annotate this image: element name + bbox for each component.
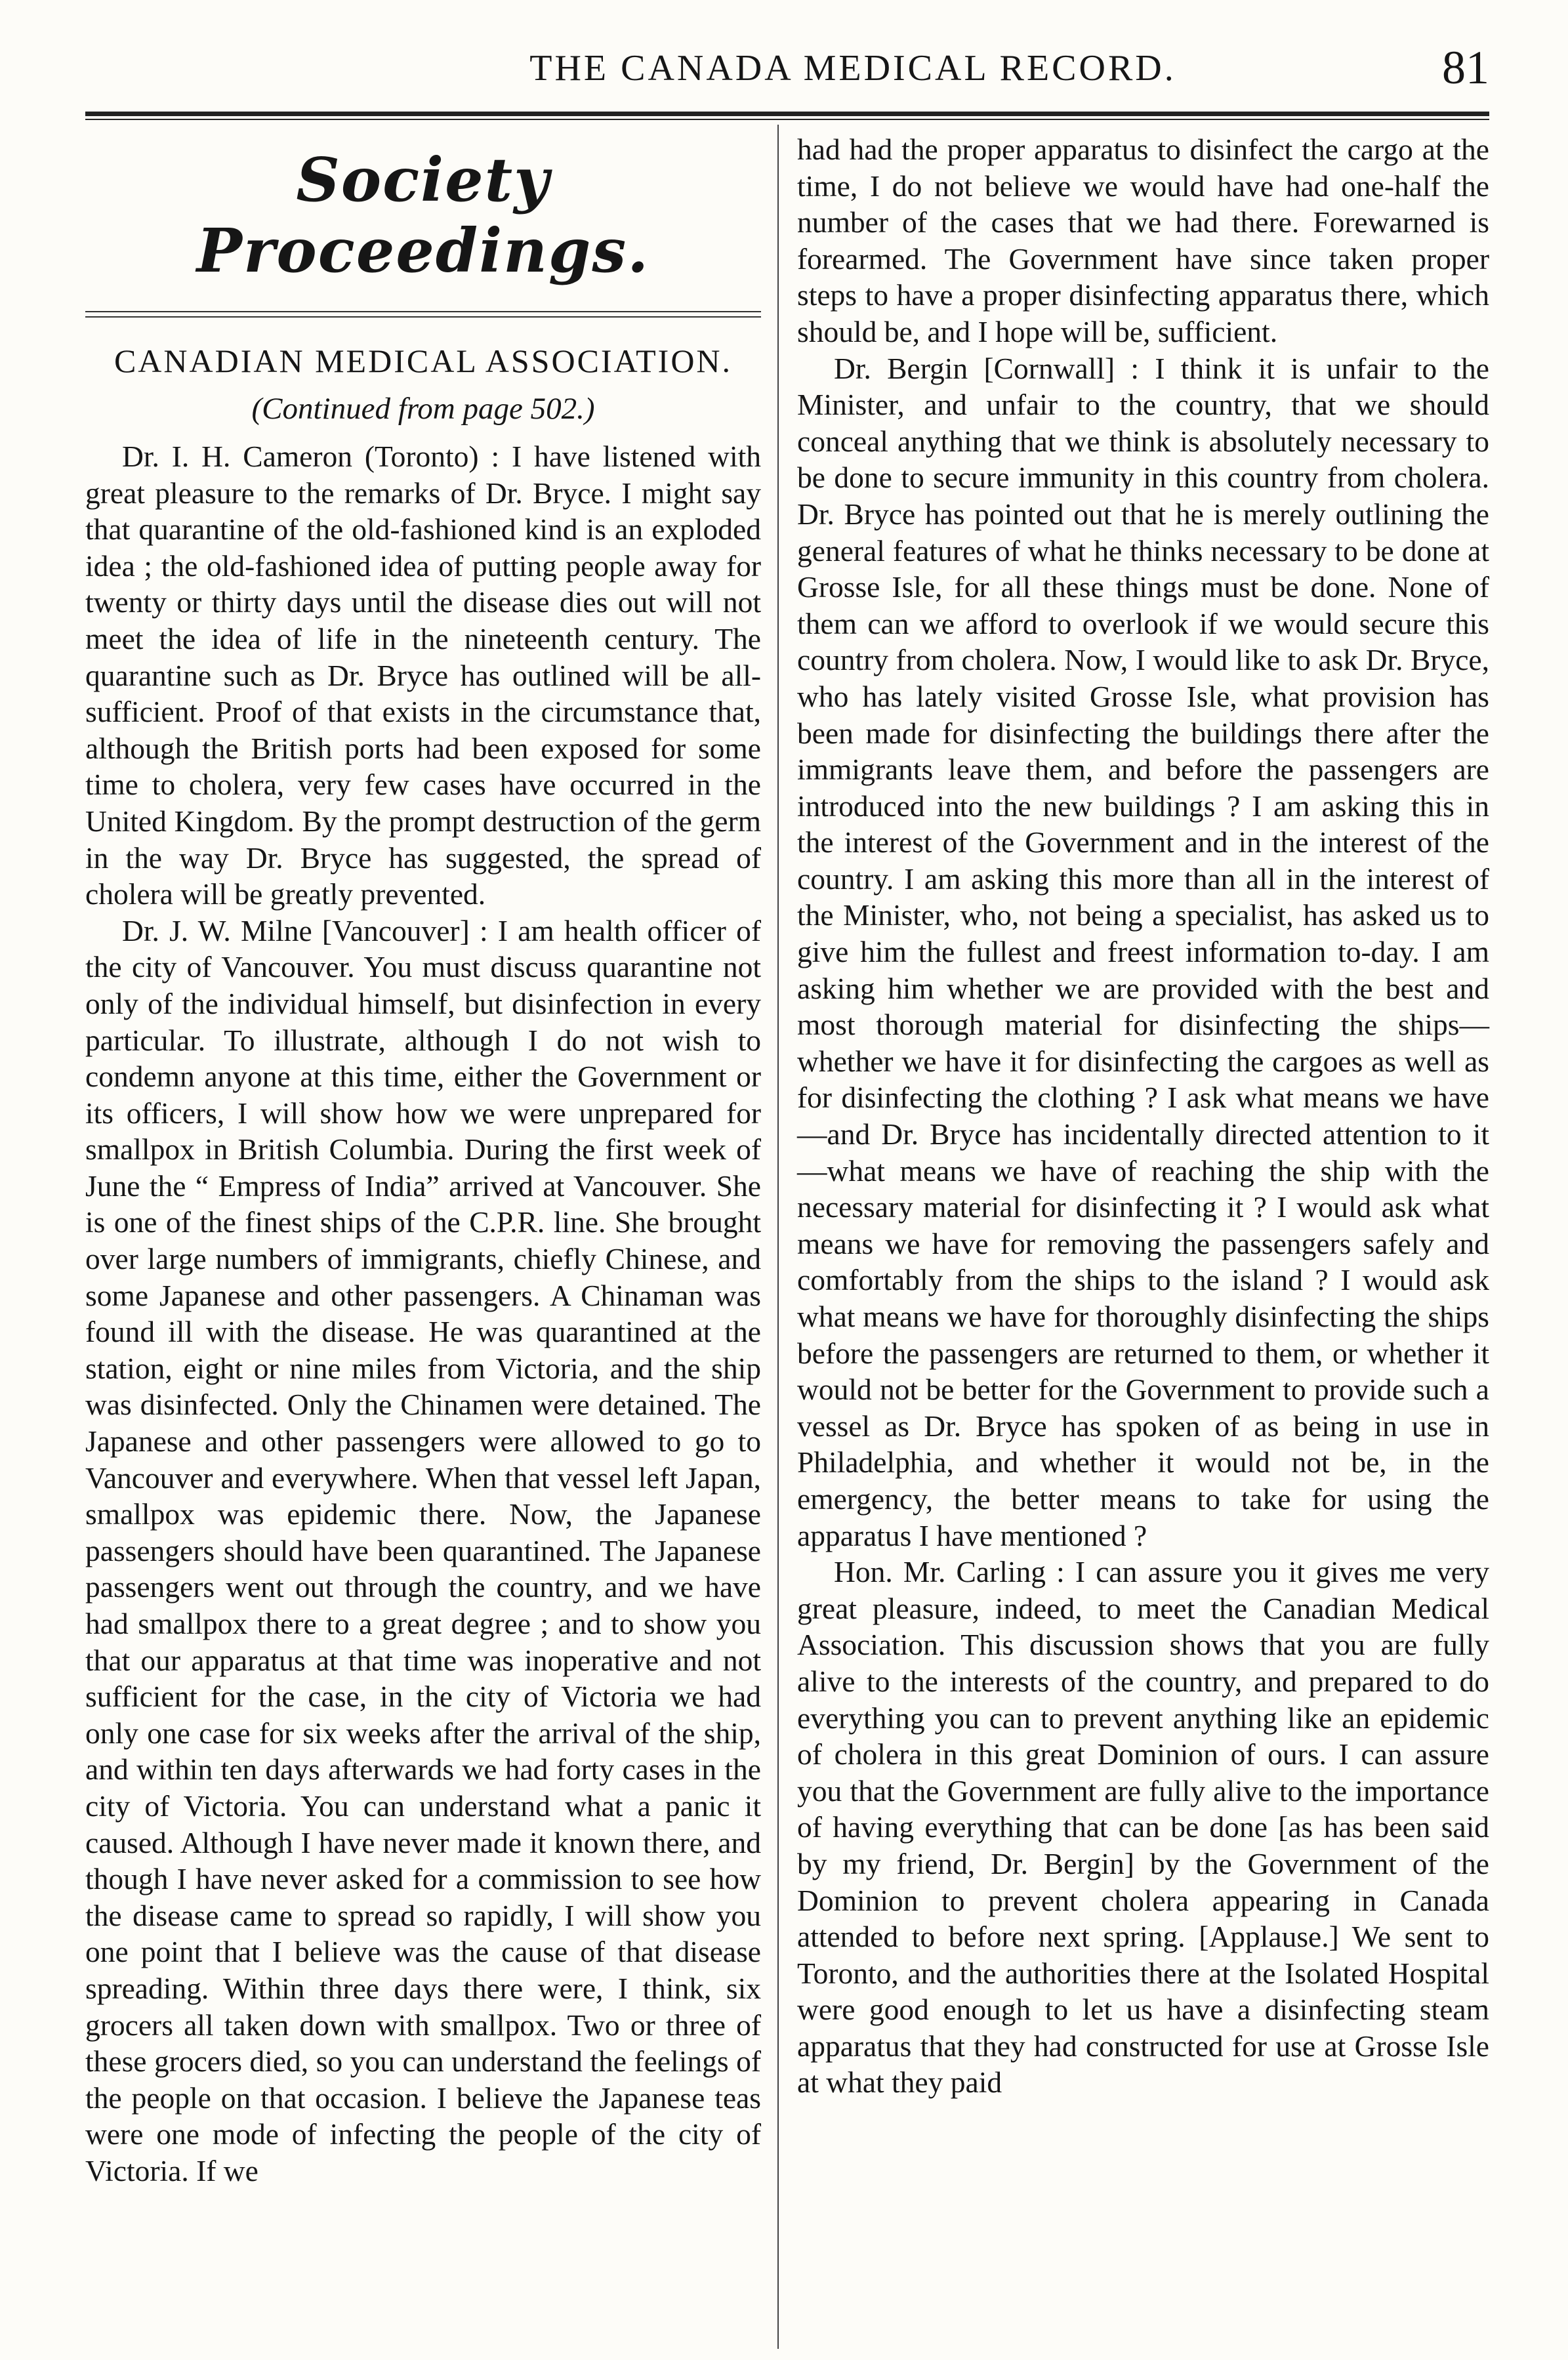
article-title: CANADIAN MEDICAL ASSOCIATION. <box>113 342 733 379</box>
running-head <box>85 41 1489 113</box>
continued-note: (Continued from page 502.) <box>251 392 595 426</box>
paragraph-bergin: Dr. Bergin [Cornwall] : I think it is unfair to the Minister, and unfair to the country, that we should conceal anything that we think is absolutely necessary to be done to secure immunity in this country from cholera. Dr. Bryce has pointed out that he is merely outlining the general features of what he thinks necessary to be done at Grosse Isle, for all these things must be done. None of them can we afford to overlook if we would secure this country from cholera. Now, I would like to ask Dr. Bryce, who has lately visited Grosse Isle, what provision has been made for disinfecting the buildings there after the immigrants leave them, and before the passengers are introduced into the new buildings ? I am asking this in the interest of the Government and in the interest of the country. I am asking this more than all in the interest of the Minister, who, not being a specialist, has asked us to give him the fullest and freest information to-day. I am asking him whether we are provided with the best and most thorough material for disinfecting the ships—whether we have it for disinfecting the cargoes as well as for disinfecting the clothing ? I ask what means we have—and Dr. Bryce has incidentally directed attention to it—what means we have of reaching the ship with the necessary material for disinfecting it ? I would ask what means we have for removing the passengers safely and comfortably from the ships to the island ? I would ask what means we have for thoroughly disinfecting the ships before the passengers are returned to them, or whether it would not be better for the Government to provide such a vessel as Dr. Bryce has spoken of as being in use in Philadelphia, and whether it would not be, in the emergency, the better means to take for using the apparatus I have mentioned ? <box>797 351 1489 1552</box>
header-rule <box>85 112 1489 120</box>
section-heading: Society Proceedings. <box>196 144 650 286</box>
right-column <box>797 131 1489 2101</box>
paragraph-cameron: Dr. I. H. Cameron (Toronto) : I have listened with great pleasure to the remarks of Dr. Bryce. I might say that quarantine of the old-fashioned kind is an exploded idea ; the old-fashioned idea of putting people away for twenty or thirty days until the disease dies out will not meet the idea of life in the nineteenth century. The quarantine such as Dr. Bryce has outlined will be all-sufficient. Proof of that exists in the circumstance that, although the British ports had been exposed for some time to cholera, very few cases have occurred in the United Kingdom. By the prompt destruction of the germ in the way Dr. Bryce has suggested, the spread of cholera will be greatly prevented. <box>85 440 761 911</box>
running-title: THE CANADA MEDICAL RECORD. <box>529 48 1176 89</box>
column-divider <box>777 125 779 2349</box>
paragraph-milne-continued: had had the proper apparatus to disinfect the cargo at the time, I do not believe we would have had one-half the number of the cases that we had there. Forewarned is forearmed. The Government have since taken proper steps to have a proper disinfecting apparatus there, which should be, and I hope will be, sufficient. <box>797 133 1489 348</box>
left-column <box>85 131 761 2189</box>
paragraph-carling: Hon. Mr. Carling : I can assure you it gives me very great pleasure, indeed, to meet the Canadian Medical Association. This discussion shows that you are fully alive to the interests of the country, and prepared to do everything you can to prevent anything like an epidemic of cholera in this great Dominion of ours. I can assure you that the Government are fully alive to the importance of having everything that can be done [as has been said by my friend, Dr. Bergin] by the Government of the Dominion to prevent cholera appearing in Canada attended to before next spring. [Applause.] We sent to Toronto, and the authorities there at the Isolated Hospital were good enough to let us have a disinfecting steam apparatus that they had constructed for use at Grosse Isle at what they paid <box>797 1555 1489 2100</box>
page-number: 81 <box>1442 41 1489 94</box>
section-rule <box>85 311 761 318</box>
paragraph-milne: Dr. J. W. Milne [Vancouver] : I am health officer of the city of Vancouver. You must discuss quarantine not only of the individual himself, but disinfection in every particular. To illustrate, although I do not wish to condemn anyone at this time, either the Government or its officers, I will show how we were unprepared for smallpox in British Columbia. During the first week of June the “ Empress of India” arrived at Vancouver. She is one of the finest ships of the C.P.R. line. She brought over large numbers of immigrants, chiefly Chinese, and some Japanese and other passengers. A Chinaman was found ill with the disease. He was quarantined at the station, eight or nine miles from Victoria, and the ship was disinfected. Only the Chinamen were detained. The Japanese and other passengers were allowed to go to Vancouver and everywhere. When that vessel left Japan, smallpox was epidemic there. Now, the Japanese passengers should have been quarantined. The Japanese passengers went out through the country, and we have had smallpox there to a great degree ; and to show you that our apparatus at that time was inoperative and not sufficient for the case, in the city of Victoria we had only one case for six weeks after the arrival of the ship, and within ten days afterwards we had forty cases in the city of Victoria. You can understand what a panic it caused. Although I have never made it known there, and though I have never asked for a commission to see how the disease came to spread so rapidly, I will show you one point that I believe was the cause of that disease spreading. Within three days there were, I think, six grocers all taken down with smallpox. Two or three of these grocers died, so you can understand the feelings of the people on that occasion. I believe the Japanese teas were one mode of infecting the people of the city of Victoria. If we <box>85 913 761 2187</box>
